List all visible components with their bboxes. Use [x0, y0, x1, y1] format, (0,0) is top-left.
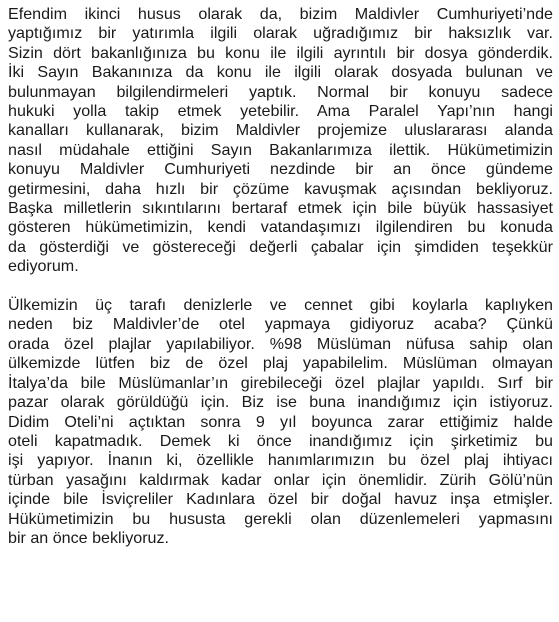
text-line: İtalya’da bile Müslümanlar’ın girebileceği özel plajlar yapıldı. Sırf bir: [8, 373, 553, 392]
text-line: Hükümetimizin bu hususta gerekli olan düzenlemeleri yapmasını: [8, 509, 553, 528]
text-line: gösteren hükümetimizin, kendi vatandaşımızı ilgilendiren bu konuda: [8, 218, 553, 237]
text-line: nasıl müdahale ettiğini Sayın Bakanlarımıza ilettik. Hükümetimizin: [8, 140, 553, 159]
text-line: getirmesini, daha hızlı bir çözüme kavuşmak açısından bekliyoruz.: [8, 179, 553, 198]
text-line: konuyu Maldivler Cumhuriyeti nezdinde bir an önce gündeme: [8, 160, 553, 179]
document-page: [8, 5, 553, 548]
text-line: kanalları kullanarak, bizim Maldivler projemize uluslararası alanda: [8, 121, 553, 140]
text-line: orada özel plajlar yapılabiliyor. %98 Müslüman nüfusa sahip olan: [8, 334, 553, 353]
text-line: içinde bile İsviçreliler Kadınlara özel bir doğal havuz inşa etmişler.: [8, 490, 553, 509]
text-line: işi yapıyor. İnanın ki, özellikle hanımlarımızın bu özel plaj ihtiyacı: [8, 451, 553, 470]
text-line: Ülkemizin üç tarafı denizlerle ve cennet gibi koylarla kaplıyken: [8, 296, 553, 315]
text-line: Efendim ikinci husus olarak da, bizim Maldivler Cumhuriyeti’nde: [8, 5, 553, 23]
text-line: yaptığımız bir yatırımla ilgili olarak uğradığımız bir haksızlık var.: [8, 24, 553, 43]
text-line: ülkemizde lütfen biz de özel plaj yapabilelim. Müslüman olmayan: [8, 354, 553, 373]
text-line: hukuki yolla takip etmek yetebilir. Ama Paralel Yapı’nın hangi: [8, 102, 553, 121]
text-line: Didim Oteli’ni açtıktan sonra 9 yıl boyunca zarar ettiğimiz halde: [8, 412, 553, 431]
paragraph-private-beaches: [8, 296, 553, 548]
text-line: Sizin dört bakanlığınıza bu konu ile ilgili ayrıntılı bir dosya gönderdik.: [8, 43, 553, 62]
text-line: bir an önce bekliyoruz.: [8, 528, 170, 547]
text-line: neden biz Maldivler’de otel yapmaya gidiyoruz acaba? Çünkü: [8, 315, 553, 334]
paragraph-maldives-investment: [8, 5, 553, 277]
text-line: oteli kapatmadık. Demek ki önce inandığımız için şirketimiz bu: [8, 431, 553, 450]
text-line: pazar olarak görüldüğü için. Biz ise buna inandığımız için istiyoruz.: [8, 393, 553, 412]
text-line: Başka milletlerin sıkıntılarını bertaraf etmek için bile büyük hassasiyet: [8, 199, 553, 218]
text-line: da gösterdiği ve göstereceği değerli çabalar için şimdiden teşekkür: [8, 237, 553, 256]
text-line: İki Sayın Bakanınıza da konu ile ilgili olarak dosyada bulunan ve: [8, 63, 553, 82]
text-line: ediyorum.: [8, 257, 79, 276]
text-line: türban yasağını kaldırmak kadar onlar için önemlidir. Zürih Gölü’nün: [8, 470, 553, 489]
text-line: bulunmayan bilgilendirmeleri yaptık. Normal bir konuyu sadece: [8, 82, 553, 101]
